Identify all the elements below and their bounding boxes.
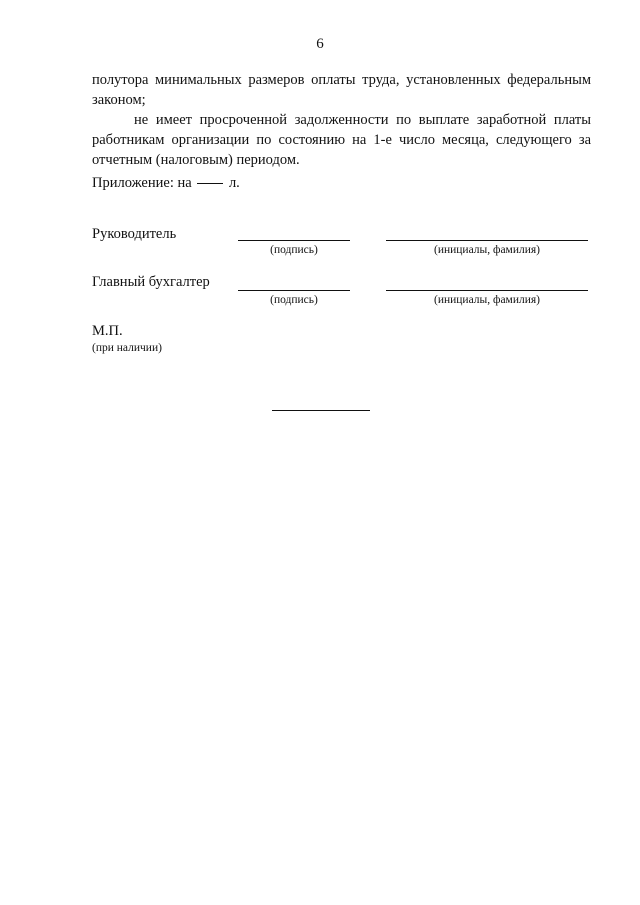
attachment-suffix: л. xyxy=(228,175,240,191)
chief-accountant-initials-line xyxy=(386,290,588,291)
attachment-pages-blank xyxy=(197,183,223,184)
head-signature-line xyxy=(238,240,350,241)
attachment-line xyxy=(92,175,240,192)
head-label: Руководитель xyxy=(92,226,177,242)
stamp-note: (при наличии) xyxy=(92,342,162,354)
chief-accountant-signature-line xyxy=(238,290,350,291)
paragraph-no-debt: не имеет просроченной задолженности по выплате заработной платы работникам организации по состоянию на 1-е число месяца, следующего за отчетным (налоговым) периодом. xyxy=(92,112,591,168)
paragraph-min-wage: полутора минимальных размеров оплаты труда, установленных федеральным законом; xyxy=(92,72,591,108)
stamp-label: М.П. xyxy=(92,323,123,339)
head-initials-line xyxy=(386,240,588,241)
attachment-prefix: Приложение: на xyxy=(92,175,192,191)
head-signature-caption: (подпись) xyxy=(270,244,318,256)
document-end-line xyxy=(272,410,370,411)
chief-accountant-initials-caption: (инициалы, фамилия) xyxy=(433,294,541,306)
page-number: 6 xyxy=(316,36,324,52)
head-initials-caption: (инициалы, фамилия) xyxy=(433,244,541,256)
chief-accountant-signature-caption: (подпись) xyxy=(270,294,318,306)
chief-accountant-label: Главный бухгалтер xyxy=(92,274,210,290)
